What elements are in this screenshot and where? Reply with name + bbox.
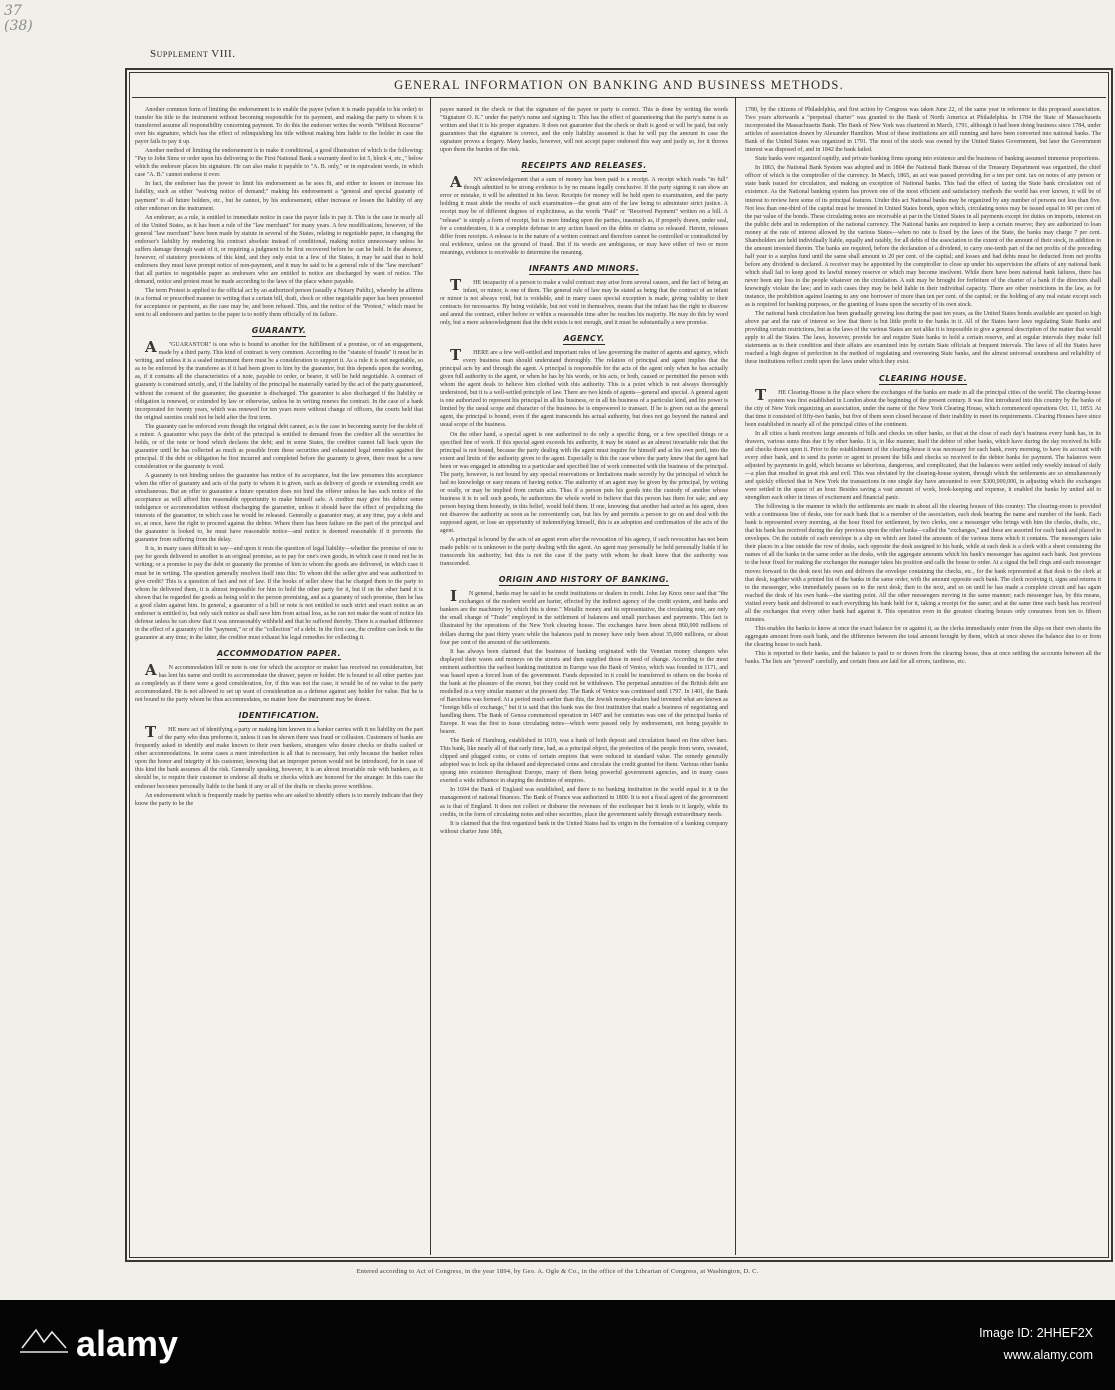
content-frame <box>125 68 1113 1262</box>
section-title-text: RECEIPTS AND RELEASES. <box>521 161 647 171</box>
copyright-footer: Entered according to Act of Congress, in the year 1894, by Geo. A. Ogle & Co., in the office of the Librarian of Congress, at Washington, D. C. <box>356 1268 759 1275</box>
image-id-line: Image ID: 2HHEF2X <box>979 1326 1093 1340</box>
paragraph: In all cities a bank receives large amounts of bills and checks on other banks, so that at the close of each day's business every bank has, in its drawers, various sums thus due it by other banks. It is, in like manner, itself the debtor of other banks, which have during the day received its bills and checks drawn upon it. Prior to the establishment of the clearing-house it was necessary for each bank, every morning, to have its account with every other bank, and to send its porter or agent to present the bills and checks so received to the debtor banks for payment. The balances were adjusted by payments in gold, which became so laborious, dangerous, and complicated, that the balances were settled only weekly instead of daily—a plan that resulted in great risk and evil. This was obviated by the clearing-house system, through which the settlements are so simultaneously and quickly effected that in New York the transactions in one single day have amounted to over $300,000,000, in adjusting which the exchanges were settled in the space of an hour. Besides saving a vast amount of work, book-keeping and expense, it enabled the banks by united aid to strengthen each other in times of excitement and financial panic. <box>745 430 1101 502</box>
paragraph: THE Clearing-House is the place where the exchanges of the banks are made in all the principal cities of the world. The clearing-house system was first established in London about the beginning of the present century. It was first introduced into this country by the banks of the city of New York organizing an association, under the name of the New York Clearing House, which commenced operations Oct. 11, 1853. At that time it consisted of fifty-two banks, but five of them soon closed because of their inability to meet its requirements. Clearing Houses have since been established in nearly all of the principal cities of the continent. <box>745 385 1101 428</box>
column-right <box>745 106 1101 1231</box>
paragraph: A"GUARANTOR" is one who is bound to another for the fulfillment of a promise, or of an engagement, made by a third party. This kind of contract is very common. According to the "statute of frauds" it must be in writing, and unless it is a sealed instrument there must be a consideration to support it. As a rule it is not negotiable, so as to be enforced by the transferee as if it had been given to him by the guarantor, but this depends upon the wording, as, if it contains all the characteristics of a note, payable to order, or bearer, it will be held negotiable. A contract of guaranty is construed strictly, and, if the liability of the principal be materially varied by the act of the party guaranteed, without the consent of the guarantor, the guarantor is discharged. The guarantor is also discharged if the liability or obligation is renewed, or extended by law or otherwise, unless he in writing renews the contract. In the case of a bank incorporated for twenty years, which was renewed for ten years more without change of officers, the courts held that the original sureties could not be held after the first term. <box>135 338 423 421</box>
section-title-guaranty <box>135 326 423 336</box>
column-middle <box>440 106 728 1231</box>
section-title-clearing-house <box>745 374 1101 384</box>
pencil-page-number <box>4 4 33 34</box>
paragraph: This is reported to their banks, and the balance is paid to or drawn from the clearing house, thus at once settling the accounts between all the banks. The lists are "proved" carefully, and certain fines are laid for all errors, tardiness, etc. <box>745 651 1101 666</box>
section-title-agency <box>440 334 728 344</box>
alamy-logo-graphic <box>14 1318 242 1370</box>
paragraph: ANY acknowledgement that a sum of money has been paid is a receipt. A receipt which reads "in full" though admitted to be strong evidence is by no means legally conclusive. If the party signing it can show an error or mistake, it will be admitted in his favor. Receipts for money will be held open to examination, and the party holding it must abide the results of such examination—the great aim of the law being to administer strict justice. A receipt may be of different degrees of explicitness, as the words "Paid" or "Received Payment" written on a bill. A "release" is simply a form of receipt, but is more binding upon the parties, inasmuch as, if properly drawn, under seal, for a consideration, it is a complete defense to any action based on the debts or claims so released. Herein, releases differ from receipts. A release is in the nature of a written contract and therefore cannot be controlled or contradicted by oral evidence, unless on the ground of fraud. But if its words are ambiguous, or may have either of two or more meanings, evidence is receivable to determine the meaning. <box>440 173 728 256</box>
supplement-label: Supplement VIII. <box>150 48 236 60</box>
logo-mountain-mark <box>22 1330 66 1348</box>
paragraph: THERE are a few well-settled and important rules of law governing the matter of agents and agency, which every business man should understand thoroughly. The relation of principal and agent implies that the principal acts by and through the agent. A principal is responsible for the acts of the agent only when he has actually given full authority to the agent, or when he has by his words, or his acts, or both, caused or permitted the person with whom the agent deals to believe him clothed with this authority. This is a point which is not always thoroughly understood, but it is a well-settled principle of law. There are two kinds of agents—general and special. A general agent is one authorized to represent his principal in all his business, or in all his business of a particular kind, and his power is limited by the usual scope and character of the business he is empowered to transact. If he is given out as the general agent, the principal is bound, even if the agent transcends his actual authority, but does not go beyond the natural and usual scope of the business. <box>440 346 728 429</box>
site-line: www.alamy.com <box>1003 1348 1093 1362</box>
section-title-text: AGENCY. <box>563 334 605 344</box>
section-title-text: CLEARING HOUSE. <box>878 373 968 383</box>
paragraph: In fact, the endorser has the power to limit his endorsement as he sees fit, and either to lessen or increase his liability, such as either "waiving notice of demand;" making his endorsement a "general and special guaranty of payment" to all future holders, etc., but he cannot, by his endorsement, either increase or lessen the liability of any other endorser on the instrument. <box>135 181 423 212</box>
pencil-note-line2: (38) <box>4 18 33 34</box>
section-title-text: IDENTIFICATION. <box>238 711 320 721</box>
section-title-identification <box>135 711 423 721</box>
column-divider-1 <box>430 98 431 1255</box>
column-left <box>135 106 423 1231</box>
paragraph: 1780, by the citizens of Philadelphia, and first action by Congress was taken June 22, of the same year in reference to this proposed association. Two years afterwards a "perpetual charter" was granted to the Bank of North America at Philadelphia. In 1784 the State of Massachusetts incorporated the Massachusetts Bank. The Bank of New York was chartered in March, 1791, although it had been doing business since 1784, under articles of association drawn by Alexander Hamilton. Most of these institutions are still running and have been converted into national banks. The Bank of the United States was organized in 1791. The most of the stock was owned by the United States Government, but later the Government interest was disposed of, and in 1842 the bank failed. <box>745 107 1101 154</box>
pencil-note-line1: 37 <box>4 3 22 19</box>
section-title-origin <box>440 575 728 585</box>
watermark-text <box>979 1322 1093 1366</box>
paragraph: An endorsement which is frequently made by parties who are asked to identify others is to merely indicate that they know the party to be the <box>135 792 423 807</box>
section-title-accommodation <box>135 649 423 659</box>
paragraph: In 1694 the Bank of England was established, and there is no banking institution in the world equal to it in the management of national finances. The Bank of France was authorized in 1800. It is not a fiscal agent of the government as is that of England. It does not collect or disburse the revenues of the exchequer but it lends to it largely, while its credits, in the form of circulating notes and other securities, place the government safely through extraordinary needs. <box>440 787 728 818</box>
paragraph: The term Protest is applied to the official act by an authorized person (usually a Notary Public), whereby he affirms in a formal or prescribed manner in writing that a certain bill, draft, check or other negotiable paper has been presented for acceptance or payment, as the case may be, and been refused. This, and the notice of the "Protest," which must be sent to all endorsers and parties to the paper is to notify them officially of its failure. <box>135 288 423 319</box>
paragraph: A principal is bound by the acts of an agent even after the revocation of his agency, if such revocation has not been made public or is unknown to the party dealing with the agent. An agent may personally be held personally liable if he transcends his authority; but this is not the case if the party with whom he dealt knew that the authority was transcended. <box>440 537 728 568</box>
paragraph: THE incapacity of a person to make a valid contract may arise from several causes, and the fact of being an infant, or minor, is one of them. The general rule of law may be stated as being that the contract of an infant or minor is not always void, but is voidable, and in many cases special exception is made, giving validity to their contracts for necessaries. By being voidable, but not void in themselves, means that the infant has the right to disavow and annul the contract, either before or within a reasonable time after he reaches his majority. He may do this by word only, but a mere acknowledgment that the debt exists is not enough, and it must be substantially a new promise. <box>440 275 728 326</box>
section-title-text: GUARANTY. <box>251 326 307 336</box>
paragraph: It is, in many cases difficult to say—and upon it rests the question of legal liability—whether the promise of one to pay for goods delivered to another is an original promise, as to pay for one's own goods, in which case it need not be in writing; or a promise to pay the debt or guaranty the promise of him to whom the goods are delivered, in which case it must be in writing. The question generally resolves itself into this: To whom did the seller give and was authorized to give credit? This is a question of fact and not of law. If the books of seller show that he charged them to the party to whom he delivered them, it is almost impossible for him to hold the other party for it, but if on the other hand it is shown that he regarded the goods as being sold to the person promising, and as a guaranty of such promise, then he has a good claim against him. In general, a guarantor of a bill or note is not entitled to such strict and exact notice as an endorser is entitled to, but only such notice as shall save him from actual loss, as he can not make the want of notice his defense unless he can show that it was unreasonably withheld and that he suffered thereby. There is a marked difference in the effect of a guaranty of the "payment," or of the "collection" of a debt. In the first case, the creditor can look to the guarantor at any time; in the latter, the creditor must exhaust his legal remedies for collecting it. <box>135 546 423 641</box>
paragraph: It is claimed that the first organized bank in the United States had its origin in the formation of a banking company without charter June 18th, <box>440 820 728 835</box>
paragraph: Another method of limiting the endorsement is to make it conditional, a good illustration of which is the following: "Pay to John Sims or order upon his delivering to the First National Bank a warranty deed to lot 5, block 4, etc.," below which the endorser places his signature. He can also make it payable to "A. B. only," or in equivalent words, in which case "A. B." cannot endorse it over. <box>135 148 423 179</box>
paragraph: The national bank circulation has been gradually growing less during the past ten years, as the United States bonds available are quoted so high above par and the rate of interest so low that there is but little profit to the banks in it. All of the States have laws regulating State Banks and providing certain restrictions, but as the laws of the various States are not alike it is impossible to give a general description of the matter that would apply to all the States. The laws, however, provide for and require State banks to hold a certain reserve, and at regular intervals they make full statements as to their condition and their affairs are examined into by certain State officials at frequent intervals. The laws of all the States have reached a high degree of perfection in the method of regulating and overseeing State banks, and the almost universal soundness and reliability of these institutions reflect credit upon the laws under which they exist. <box>745 311 1101 366</box>
heading-rule <box>132 97 1106 98</box>
paragraph: The following is the manner in which the settlements are made in about all the clearing houses of this country: The clearing-room is provided with a continuous line of desks, one for each bank that is a member of the association, each desk bearing the name and number of the bank. Each bank is represented every morning, at the hour fixed for settlement, by two clerks, one a messenger who brings with him the checks, drafts, etc., that his bank has received during the day previous upon the other banks—called the "exchanges," and these are assorted for each bank and placed in envelopes. On the outside of each envelope is a slip on which are listed the amounts of the various items which it contains. The messengers take their places in a line outside the row of desks, each opposite the desk assigned to his bank, while at each desk is a clerk with a sheet containing the names of all the banks in the same order as the desks, with the aggregate amounts which his bank's messenger has against each bank. Just previous to the hour fixed for making the exchanges the manager takes his position and calls the house to order. At a signal the bell rings and each messenger moves forward to the desk next his own and delivers the envelope containing the checks, etc., for the bank represented at that desk to the clerk at that desk, together with a printed list of the banks in the same order, with the amount opposite each bank. The clerk receiving it, signs and returns it to the messenger, who immediately passes on to the next desk; then to the next, and so on until he has made a complete circuit and has again reached the desk of his own bank—the starting point. All the other messengers moving in the same manner; each messenger has, by this means, visited every bank and delivered to each everything his bank held for it, taking a receipt for the same; and at the same time each bank has received all the exchanges that every other bank had against it. This operation even in the greatest clearing houses only consumes from ten to fifteen minutes. <box>745 504 1101 623</box>
paragraph: An endorser, as a rule, is entitled to immediate notice in case the payor fails to pay it. This is the case in nearly all of the United States, as it has been a rule of the "law merchant" for many years. A few modifications, however, of the general "law merchant" have been made by statute in several of the States, relating to negotiable paper, in changing the endorser's liability by rendering his contract absolute instead of conditional, making notice unnecessary unless he suffers damage through want of it, or requiring a judgment to be first recovered before he can be held. In the absence, however, of statutory provisions of this kind, and they only exist in a few of the States, it may be said that to hold endorsers they must have prompt notice of non-payment, and it may be said to be a general rule of the "law merchant" that all parties to negotiable paper as endorsers who are entitled to notice are discharged by want of notice. The demand, notice and protest must be made according to the laws of the place where payable. <box>135 214 423 285</box>
paragraph: It has always been claimed that the business of banking originated with the Venetian money changers who displayed their wares and moneys on the streets and then supplied those in need of change. According to the most eminent authorities the earliest banking institution in Europe was the Bank of Venice, which was founded in 1171, and was based upon a forced loan of the government. Funds deposited in it could be transferred to others on the books of the bank at the pleasure of the owner, but they could not be withdrawn. The perpetual annuities of the British debt are modelled in a very similar manner at the present day. The Bank of Venice was continued until 1797. In 1401, the Bank of Barcelona was formed. At a period much earlier than this, the Jewish money-dealers had invented what are known as "foreign bills of exchange," but it is said that this bank was the first institution that made a business of negotiating and handling them. The Bank of Genoa commenced operation in 1407 and for centuries was one of the principal banks of Europe. It was the first to issue circulating notes—which were passed only by endorsement, not being payable to bearer. <box>440 648 728 736</box>
section-title-infants <box>440 264 728 274</box>
paragraph: Another common form of limiting the endorsement is to enable the payee (when it is made payable to his order) to transfer his title to the instrument without becoming responsible for its payment, and making the party to whom it is transferred assume all responsibility concerning payment. To do this the endorser writes the words "Without Recourse" over his signature, which has the effect of relinquishing his title without making him liable to the holder in case the payor fails to pay it up. <box>135 107 423 146</box>
column-divider-2 <box>735 98 736 1255</box>
paragraph: On the other hand, a special agent is one authorized to do only a specific thing, or a few specified things or a specified line of work. If this special agent exceeds his authority, it may be stated as an almost invariable rule that the principal is not bound, because the party dealing with the agent must inquire for himself and at his own peril, into the extent and limits of the authority given to the agent. Especially is this the case where the party knew that the agent had been or was engaged in attending to a particular and specified line of work connected with the business of the principal. The party, however, is not bound by any special reservations or limitations made secretly by the principal of which he had no knowledge or easy means of having notice. The authority of an agent may be given by the principal, by writing or orally, or may be implied from certain acts. Thus if a person puts his goods into the custody of another whose business it is to sell such goods, he authorizes the whole world to believe that this person has them for sale; and any person buying them honestly, in this belief, would hold them. If one, knowing that another had acted as his agent, does not disavow the authority as soon as he conveniently can, but lies by and permits a person to go on and deal with the supposed agent, or lose an opportunity of indemnifying himself, this is an adoption and confirmation of the acts of the agent. <box>440 431 728 535</box>
paragraph: THE mere act of identifying a party or making him known to a banker carries with it no liability on the part of the party who thus preforms it, unless it can be shown there was fraud or collusion. Customers of banks are frequently asked to identify and make known to their own bankers, strangers who desire checks or drafts cashed or other accommodations. In some cases a mere introduction is all that is necessary, but only because the banker relies upon the honor and integrity of his customer, knowing that an improper person would not be introduced, for in case of this kind the bank assumes all the risk. Generally speaking, however, it is an almost invariable rule with bankers, as it should be, to require their customer to endorse all drafts or checks which are honored for the stranger. In this case the endorser becomes personally liable to the bank if any or all of the drafts or checks prove worthless. <box>135 723 423 790</box>
logo-wordmark: alamy <box>76 1323 179 1364</box>
paragraph: IN general, banks may be said to be credit institutions or dealers in credit. John Jay Knox once said that "the exchanges of the modern world are barter, effected by the indirect agency of the credit system, and banks and bankers are the machinery by which this is done." Metallic money and its representative, the circulating note, are only the small change of "Trade" employed in the settlement of balances and small purchases and payments. This fact is illustrated by the operations of the New York clearing house. The exchanges have been about 860,000 millions of dollars during the past thirty years while the balances paid in money have only been about 35,000 millions, or about four per cent of the amount of the settlements. <box>440 587 728 646</box>
page-heading: GENERAL INFORMATION ON BANKING AND BUSINESS METHODS. <box>394 78 844 92</box>
alamy-logo <box>14 1318 242 1370</box>
section-title-text: INFANTS AND MINORS. <box>528 263 640 273</box>
paragraph: payee named in the check or that the signature of the payee or party is correct. This is done by writing the words "Signature O. K." under the party's name and signing it. This has the effect of guaranteeing that the party's name is as written and that it is his proper signature. It does not guarantee that the check or draft is good or will be paid, but only guarantees that the signature is correct, and the only liability assumed is that he will pay the amount in case the signature proves a forgery. Many banks, however, will not accept paper endorsed this way and justly so, for it throws upon them the burden of the risk. <box>440 107 728 154</box>
paragraph: The guaranty can be enforced even though the original debt cannot, as is the case in becoming surety for the debt of a minor. A guarantor who pays the debt of the principal is entitled to demand from the creditor all the securities he holds, or of the note or bond which declares the debt; and in some States, the creditor cannot fall back upon the guarantor until he has collected as much as possible from these securities and exhausted legal remedies against the principal. If the debt or obligation be first incurred and completed before the guaranty is given, there must be a new consideration or the guaranty is void. <box>135 423 423 470</box>
stock-watermark-bar <box>0 1300 1115 1390</box>
paragraph: The Bank of Hamburg, established in 1619, was a bank of both deposit and circulation based on fine silver bars. This bank, like nearly all of that early time, had, as a principal object, the protection of the people from worn, sweated, clipped and plugged coins, or coins of certain empires that were reduced in standard value. The remedy generally adopted was to lock up the debased and depreciated coins and circulate the credit granted for them. Various other banks sprang into existence throughout Europe, many of them being powerful government agencies, and in many cases exerted a wide influence in shaping the destinies of empires. <box>440 738 728 785</box>
section-title-text: ORIGIN AND HISTORY OF BANKING. <box>498 575 670 585</box>
paragraph: A guaranty is not binding unless the guarantor has notice of its acceptance, but the law presumes this acceptance when the offer of guaranty and acts of the party to whom it is given, such as delivery of goods or extending credit are simultaneous. But an offer to guarantee a future operation does not bind the offerer unless he has such notice of the acceptance as will afford him reasonable opportunity to make himself safe. A creditor may give his debtor some indulgence or accommodation without discharging the guarantor, unless it should have the effect of prejudicing the interests of the guarantor, in which case he would be released. Generally a guarantor may, at any time, pay a debt and so, at once, have the right to proceed against the debtor. Where there has been failure on the part of the principal and the guarantor is looked to, he must have reasonable notice—and notice is deemed reasonable if it prevents the guarantor from suffering from the delay. <box>135 472 423 544</box>
section-title-receipts <box>440 161 728 171</box>
section-title-text: ACCOMMODATION PAPER. <box>217 648 341 658</box>
paragraph: State banks were organized rapidly, and private banking firms sprang into existence and the business of banking assumed immense proportions. <box>755 156 1100 163</box>
paragraph: AN accommodation bill or note is one for which the acceptor or maker has received no consideration, but has lent his name and credit to accommodate the drawer, payee or holder. He is bound to all other parties just as completely as if there were a good consideration, for, if this was not the case, it would be of no value to the party accommodated. He is not allowed to set up want of consideration as a defense against any holder for value. But he is not bound to the party whom he thus accommodates, no matter how the instrument may be drawn. <box>135 660 423 704</box>
paragraph: In 1863, the National Bank System was adopted and in 1864 the National Bank Bureau of the Treasury Department was organized, the chief officer of which is the comptroller of the currency. In March, 1865, an act was passed providing for a ten per cent. tax on notes of any person or state bank issued for circulation, and making an exception of National banks. This had the effect of taxing the State bank circulation out of existence. As the National banking system has proven one of the most efficient and satisfactory methods the world has ever known, it will be of interest to review here some of its principal features. Under this act National banks may be organized by any number of persons not less than five. Not less than one-third of the capital must be invested in United States bonds, upon which, circulating notes may be issued equal to 90 per cent of the par value of the bonds. These circulating notes are receivable at par in the United States in all payments except for duties on imports, interest on the public debt and in redemption of the national currency. The National banks are required to keep a certain reserve; they are authorized to loan money at the rate of interest allowed by the various States—when no rate is fixed by the laws of the State, the banks may charge 7 per cent. Shareholders are held individually liable, equally and ratably, for all debts of the association to the extent of the amount of their stock, in addition to the amount invested therein. The banks are required, before the declaration of a dividend, to carry one-tenth part of the net profits of the preceding half year to a surplus fund until the same shall amount to 20 per cent. of the capital; and losses and bad debts must be deducted from net profits before any dividend is declared. A receiver may be appointed by the comptroller to close up under his supervision the affairs of any national bank which shall fail to keep good its lawful money reserve or which may become insolvent. While there have been national bank failures, there has never been any loss to the people whatever on the circulation. A suit may be brought for forfeiture of the charter of a bank if the directors shall knowingly violate the law; and in such cases they may be held liable in their individual capacity. There are other restrictions in the law, as for instance, the prohibition against loaning to any one borrower of more than ten per cent. of the capital; or the holding of any real estate except such as is required for banking purposes, or the granting of loans upon the security of its own stock. <box>745 165 1101 309</box>
paragraph: This enables the banks to know at once the exact balance for or against it, as the clerks immediately enter from the slips on their own sheets the aggregate amount from each bank, and the difference between the total amount brought by them, which at once shows the balance due to or from the clearing house to each bank. <box>745 625 1101 648</box>
